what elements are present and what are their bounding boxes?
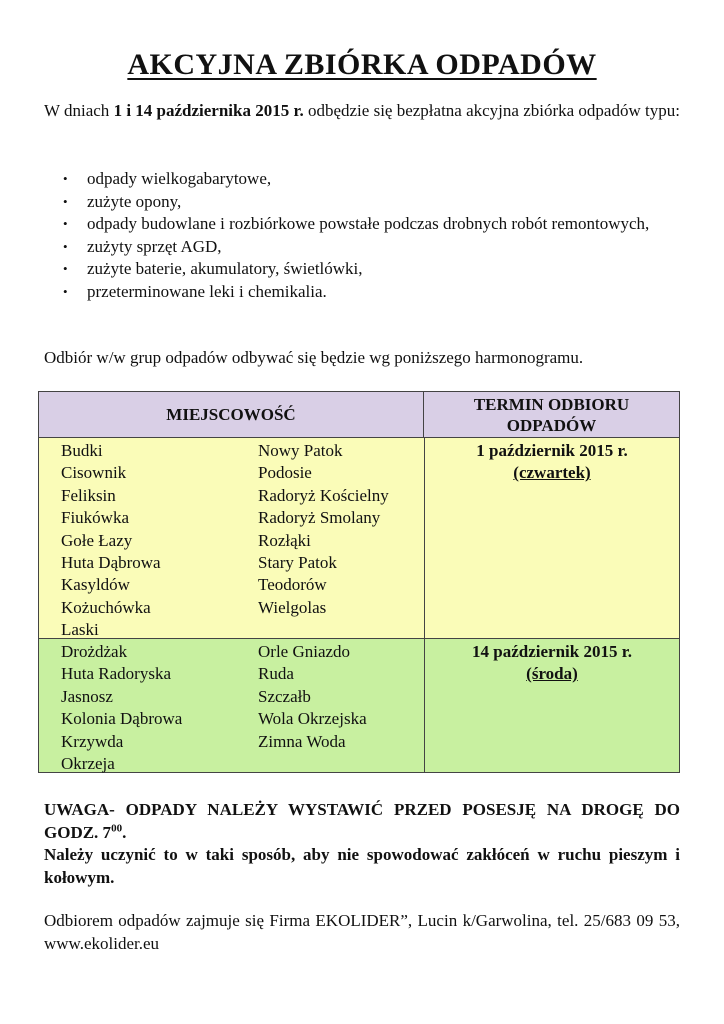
village-name: Gołe Łazy [61,530,133,550]
village-name: Teodorów [258,575,327,595]
collection-date: 1 październik 2015 r. [476,441,628,460]
village-name: Kożuchówka [61,597,151,617]
village-name: Krzywda [61,731,124,751]
table-row-group-1 [39,438,679,639]
schedule-table [38,391,680,773]
village-name: Budki [61,441,103,460]
village-name: Huta Dąbrowa [61,553,161,573]
village-name: Laski [61,620,99,640]
intro-dates: 1 i 14 października 2015 r. [113,101,304,120]
waste-type-item: • odpady wielkogabarytowe, [44,168,680,191]
village-name: Ruda [258,664,294,684]
collection-date: 14 październik 2015 r. [472,642,632,661]
collection-date-cell [425,440,679,485]
village-name: Radoryż Smolany [258,508,381,528]
village-name: Okrzeja [61,754,115,774]
header-date-line2: ODPADÓW [506,415,597,435]
village-name: Wielgolas [258,597,327,617]
warning-line2: Należy uczynić to w taki sposób, aby nie spowodować zakłóceń w ruchu pieszym i kołowym. [44,845,680,887]
header-place: MIEJSCOWOŚĆ [39,392,424,437]
village-name: Nowy Patok [258,441,343,460]
waste-type-item: • zużyte baterie, akumulatory, świetlówki, [44,258,680,281]
village-name: Zimna Woda [258,731,346,751]
contact-text: Odbiorem odpadów zajmuje się Firma EKOLIDER”, Lucin k/Garwolina, tel. 25/683 09 53, www.ekolider.eu [44,911,680,953]
village-name: Kolonia Dąbrowa [61,709,183,729]
village-column-b [258,440,389,619]
warning-text: UWAGA- ODPADY NALEŻY WYSTAWIĆ PRZED POSESJĘ NA DROGĘ DO GODZ. 7 [44,800,680,842]
table-row-group-2 [39,639,679,772]
hour-superscript: 00 [111,821,123,834]
village-name: Orle Gniazdo [258,642,351,661]
village-name: Szczałb [258,686,311,706]
waste-type-list [44,168,680,303]
village-column-a [61,440,161,642]
village-name: Feliksin [61,485,116,505]
schedule-note: Odbiór w/w grup odpadów odbywać się będzie wg poniższego harmonogramu. [44,348,584,367]
village-name: Radoryż Kościelny [258,485,389,505]
table-header-row [39,392,679,438]
warning-line1 [44,799,680,844]
village-name: Podosie [258,463,312,483]
village-name: Drożdżak [61,642,128,661]
page-title [0,48,724,82]
village-name: Stary Patok [258,553,337,573]
intro-suffix: odbędzie się bezpłatna akcyjna zbiórka odpadów typu: [303,101,680,120]
village-name: Fiukówka [61,508,129,528]
header-date [424,392,679,437]
village-name: Wola Okrzejska [258,709,367,729]
village-column-b [258,641,367,753]
waste-type-item: • odpady budowlane i rozbiórkowe powstałe podczas drobnych robót remontowych, [44,213,680,236]
contact-info [44,909,680,955]
village-name: Rozłąki [258,530,311,550]
intro-prefix: W dniach [44,101,114,120]
waste-type-item: • przeterminowane leki i chemikalia. [44,281,680,304]
village-column-a [61,641,182,775]
page-title-text: AKCYJNA ZBIÓRKA ODPADÓW [127,48,597,81]
header-date-line1: TERMIN ODBIORU [473,394,630,414]
village-name: Kasyldów [61,575,130,595]
village-name: Huta Radoryska [61,664,172,684]
collection-date-cell [425,641,679,686]
warning-line1-end: . [122,822,127,842]
village-name: Cisownik [61,463,127,483]
collection-weekday: (czwartek) [513,463,591,483]
village-name: Jasnosz [61,686,113,706]
warning-notice [44,799,680,889]
intro-paragraph [44,99,680,123]
waste-type-item: • zużyty sprzęt AGD, [44,236,680,259]
waste-type-item: • zużyte opony, [44,191,680,214]
collection-weekday: (środa) [526,664,578,684]
